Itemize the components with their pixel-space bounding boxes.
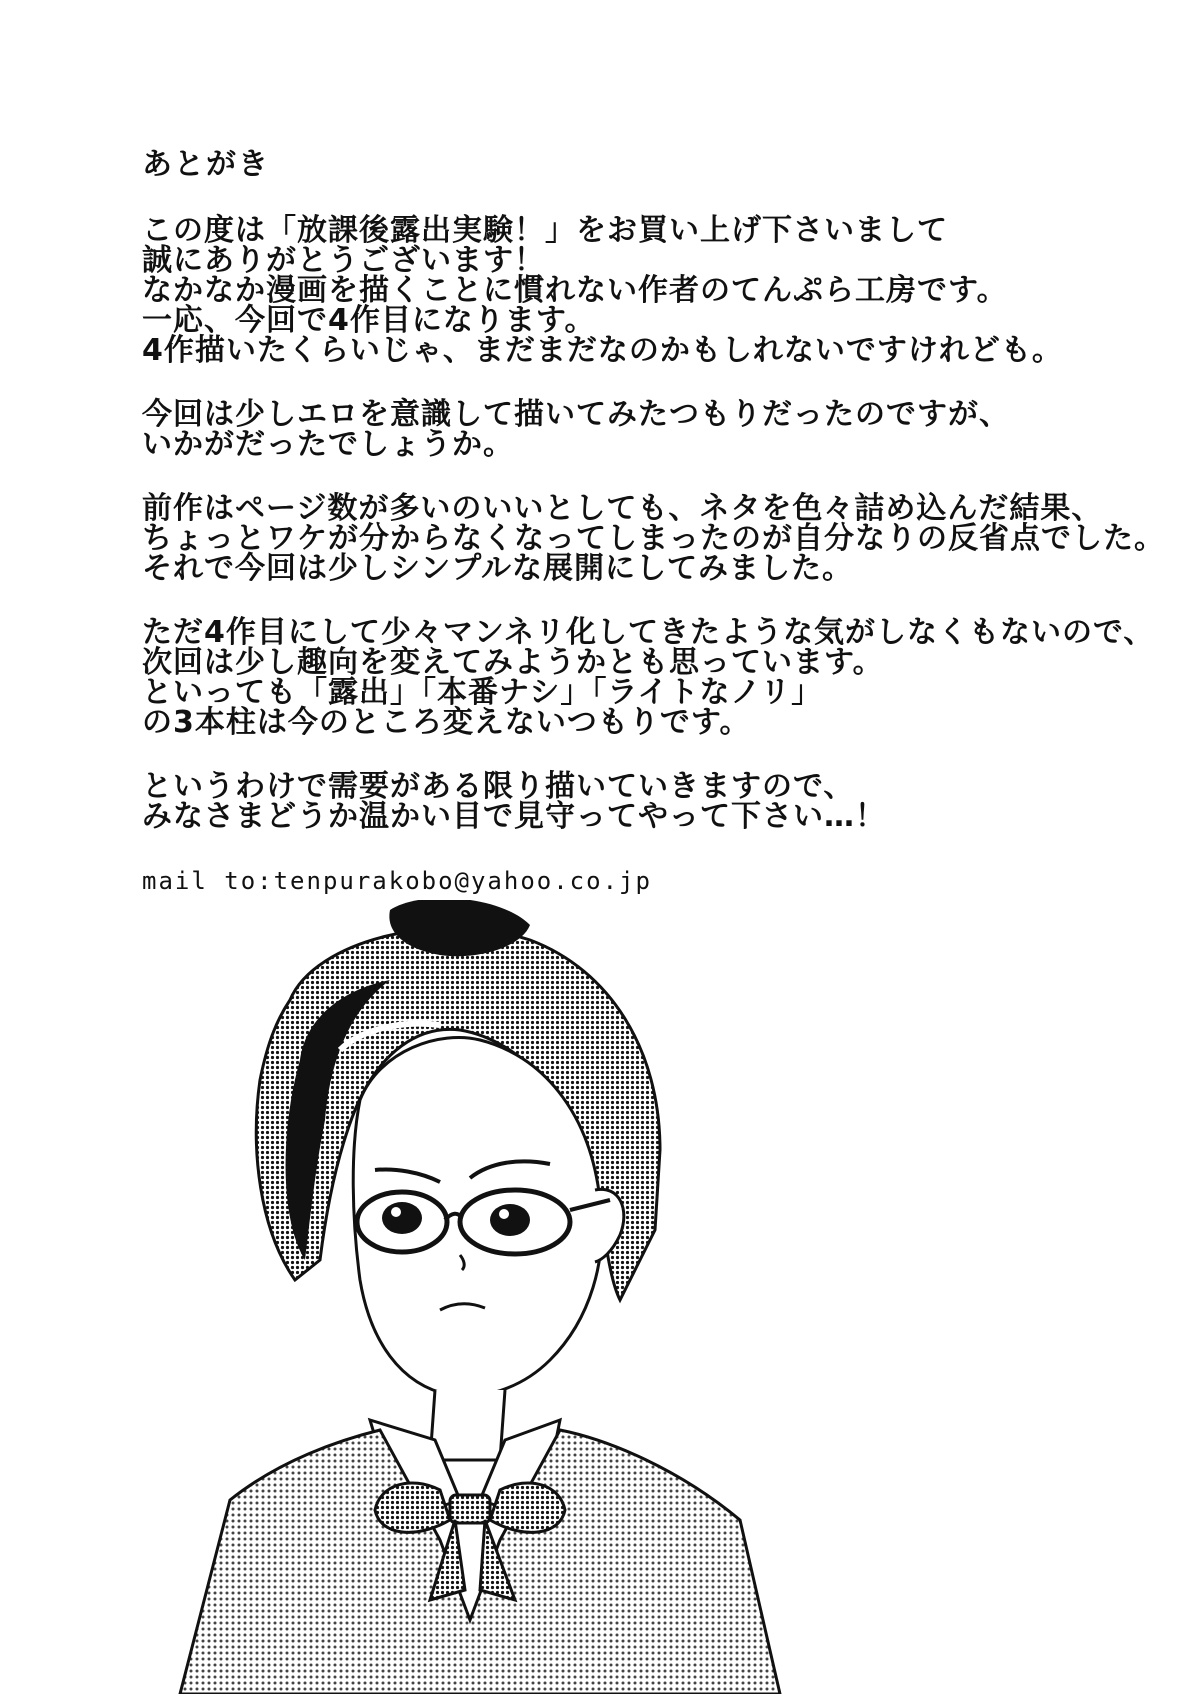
text-line: の3本柱は今のところ変えないつもりです。	[142, 705, 751, 740]
paragraph-3	[142, 491, 1165, 586]
text-line: というわけで需要がある限り描いていきますので、	[142, 769, 855, 804]
paragraph-4	[142, 615, 1155, 740]
uniform-vest	[180, 1430, 780, 1694]
text-line: いかがだったでしょうか。	[142, 427, 514, 462]
text-line: 次回は少し趣向を変えてみようかとも思っています。	[142, 645, 884, 680]
text-line: ちょっとワケが分からなくなってしまったのが自分なりの反省点でした。	[142, 521, 1165, 556]
paragraph-5	[142, 769, 1102, 834]
girl-with-glasses-illustration	[140, 900, 840, 1694]
neck	[430, 1390, 505, 1460]
text-line: この度は「放課後露出実験！」をお買い上げ下さいまして	[142, 213, 948, 248]
paragraph-1	[142, 213, 1102, 368]
text-line: 一応、今回で4作目になります。	[142, 303, 596, 338]
author-email: mail to:tenpurakobo@yahoo.co.jp	[142, 867, 652, 895]
left-eye	[382, 1202, 422, 1234]
bow-tie-icon	[375, 1483, 450, 1532]
text-line: なかなか漫画を描くことに慣れない作者のてんぷら工房です。	[142, 273, 1008, 308]
text-line: 4作描いたくらいじゃ、まだまだなのかもしれないですけれども。	[142, 333, 1063, 368]
text-line: それで今回は少しシンプルな展開にしてみました。	[142, 551, 854, 586]
paragraph-2	[142, 397, 1102, 462]
illustration-svg	[140, 900, 840, 1694]
right-eye	[490, 1204, 530, 1236]
text-line: 今回は少しエロを意識して描いてみたつもりだったのですが、	[142, 397, 1010, 432]
text-line: 誠にありがとうございます！	[142, 243, 545, 278]
afterword-text	[142, 147, 1165, 896]
text-line: ただ4作目にして少々マンネリ化してきたような気がしなくもないので、	[142, 615, 1155, 650]
text-line: 前作はページ数が多いのいいとしても、ネタを色々詰め込んだ結果、	[142, 491, 1103, 526]
text-line: といっても「露出」「本番ナシ」「ライトなノリ」	[142, 675, 823, 710]
text-line: みなさまどうか温かい目で見守ってやって下さい…！	[142, 799, 886, 834]
afterword-heading: あとがき	[142, 147, 270, 182]
